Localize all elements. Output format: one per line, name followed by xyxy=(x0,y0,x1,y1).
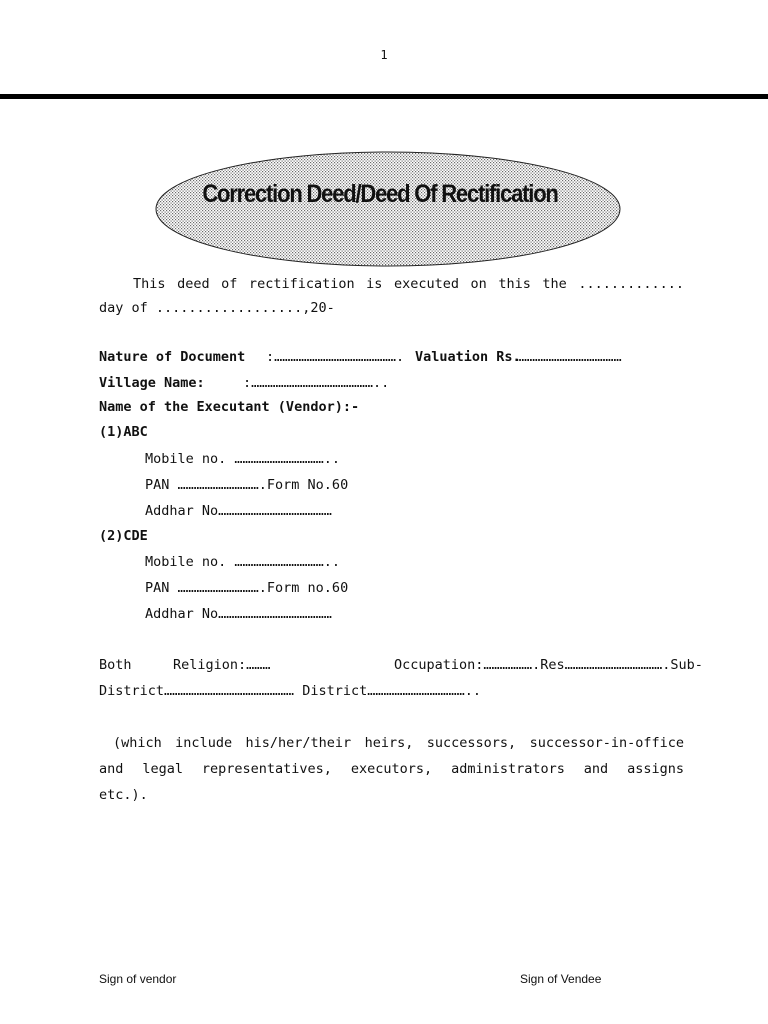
sign-of-vendor: Sign of vendor xyxy=(99,972,177,986)
title-oval-shape xyxy=(154,150,622,268)
vendor-1-addhar: Addhar No…………………………………… xyxy=(145,503,332,519)
document-title: Correction Deed/Deed Of Rectification xyxy=(202,179,558,208)
village-name-value: :……………………………………….. xyxy=(243,375,390,391)
valuation-label: Valuation Rs. xyxy=(415,349,521,365)
district-line: District………………………………………… District……………………………….. xyxy=(99,683,482,699)
executant-heading: Name of the Executant (Vendor):- xyxy=(99,399,360,415)
sign-of-vendee: Sign of Vendee xyxy=(520,972,602,986)
village-name-label: Village Name: xyxy=(99,375,205,391)
include-clause-text-1: (which include his/her/their heirs, successors, successor-in-office xyxy=(113,735,684,751)
both-label: Both xyxy=(99,657,132,673)
intro-text-1: This deed of rectification is executed on this the ............. xyxy=(133,276,684,292)
vendor-2-pan: PAN ………………………….Form no.60 xyxy=(145,580,349,596)
valuation-value: ………………………………… xyxy=(516,349,622,365)
vendor-2-mobile: Mobile no. …………………………….. xyxy=(145,554,341,570)
vendor-2-addhar: Addhar No…………………………………… xyxy=(145,606,332,622)
vendor-1-mobile: Mobile no. …………………………….. xyxy=(145,451,341,467)
vendor-1-pan: PAN ………………………….Form No.60 xyxy=(145,477,349,493)
include-clause-line-2: and legal representatives, executors, administrators and assigns xyxy=(99,761,684,777)
include-clause-line-3: etc.). xyxy=(99,787,148,803)
nature-of-document-value: :………………………………………. xyxy=(266,349,405,365)
page-number: 1 xyxy=(380,48,388,62)
nature-of-document-label: Nature of Document xyxy=(99,349,246,365)
include-clause-line-1 xyxy=(99,735,684,751)
religion-field: Religion:……… xyxy=(173,657,271,673)
header-rule xyxy=(0,94,768,99)
occupation-field: Occupation:……………….Res……………………………….Sub- xyxy=(394,657,703,673)
intro-line-2: day of ..................,20- xyxy=(99,300,335,316)
intro-line-1 xyxy=(99,276,684,292)
vendor-2-heading: (2)CDE xyxy=(99,528,148,544)
vendor-1-heading: (1)ABC xyxy=(99,424,148,440)
